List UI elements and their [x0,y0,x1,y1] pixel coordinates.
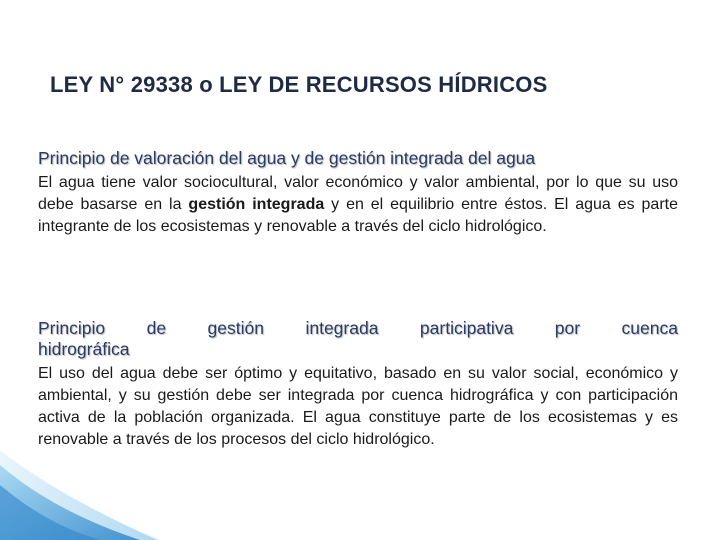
principle-heading [38,318,678,360]
principle-gestion-cuenca [38,318,678,451]
body-text-bold: gestión integrada [188,196,325,213]
principle-heading: Principio de valoración del agua y de gestión integrada del agua [38,148,536,168]
body-text-end: y en el equilibrio entre éstos. El agua es parte integrante de los ecosistemas y renovable a través del ciclo hidrológico. [38,196,679,235]
heading-line-1: Principio de gestión integrada participativa por cuenca [38,318,678,338]
principle-valoracion [38,148,678,238]
principle-body: El uso del agua debe ser óptimo y equitativo, basado en su valor social, económico y ambiental, y su gestión debe ser integrada por cuenca hidrográfica y con participación activa de la población organizada. El agua constituye parte de los ecosistemas y es renovable a través de los procesos del ciclo hidrológico. [38,365,678,448]
principle-body [38,172,678,238]
decorative-wave-graphic [0,440,160,540]
body-text-start: El agua tiene valor sociocultural, valor económico y valor ambiental, por lo que su uso debe basarse en la [38,174,678,213]
slide-title: LEY N° 29338 o LEY DE RECURSOS HÍDRICOS [50,72,548,97]
heading-line-2: hidrográfica [38,339,130,359]
